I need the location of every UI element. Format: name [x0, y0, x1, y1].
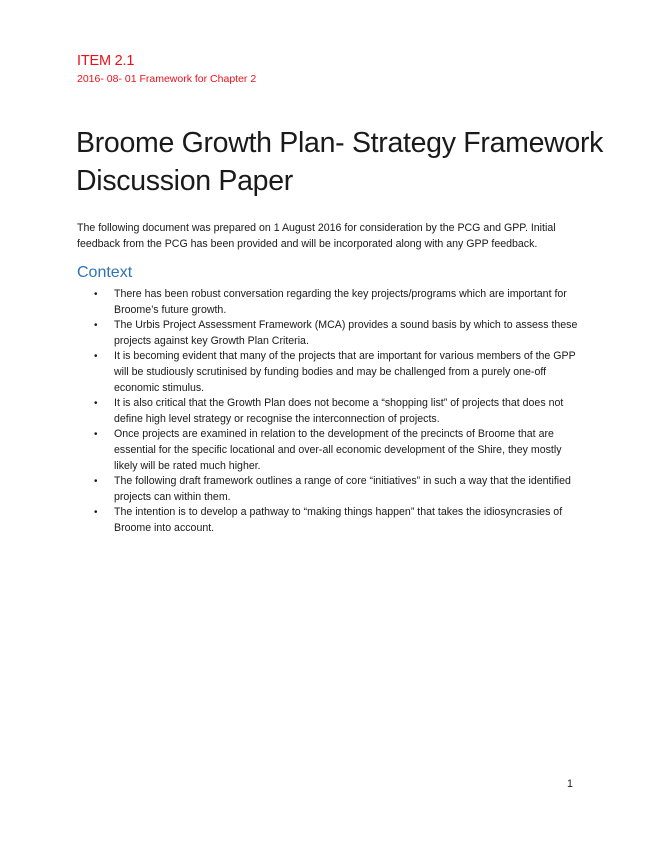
list-item-text: The following draft framework outlines a range of core “initiatives” in such a way that the identified projects can within them.: [114, 475, 571, 503]
bullet-icon: •: [94, 289, 98, 300]
list-item: [77, 287, 582, 318]
bullet-icon: •: [94, 476, 98, 488]
list-item: [77, 396, 582, 427]
document-title-line-2: Discussion Paper: [76, 165, 293, 197]
list-item-text: The intention is to develop a pathway to “making things happen” that takes the idiosyncrasies of Broome into account.: [114, 506, 563, 534]
bullet-icon: •: [94, 351, 98, 363]
page-number: 1: [567, 778, 573, 790]
list-item: [77, 505, 582, 536]
context-bullet-list: [77, 287, 582, 537]
bullet-icon: •: [94, 398, 98, 410]
document-title: [76, 124, 616, 200]
item-subtitle: 2016- 08- 01 Framework for Chapter 2: [77, 73, 257, 85]
list-item-text: There has been robust conversation regarding the key projects/programs which are important for Broome’s future growth.: [114, 288, 567, 316]
bullet-icon: •: [94, 507, 98, 519]
list-item-text: It is becoming evident that many of the projects that are important for various members of the GPP will be studiously scrutinised by funding bodies and may be challenged from a purely one-off economic stimulus.: [114, 350, 576, 394]
bullet-icon: •: [94, 320, 98, 332]
intro-paragraph: The following document was prepared on 1 August 2016 for consideration by the PCG and GPP. Initial feedback from the PCG has been provided and will be incorporated along with any GPP feedback.: [77, 222, 556, 250]
item-label: ITEM 2.1: [77, 53, 135, 69]
section-heading-context: Context: [77, 264, 133, 281]
list-item: [77, 474, 582, 505]
list-item: [77, 349, 582, 396]
bullet-icon: •: [94, 429, 98, 441]
list-item-text: The Urbis Project Assessment Framework (MCA) provides a sound basis by which to assess these projects against key Growth Plan Criteria.: [114, 319, 578, 347]
list-item-text: Once projects are examined in relation to the development of the precincts of Broome that are essential for the specific locational and over-all economic development of the Shire, they mostly likely will be rated much higher.: [114, 428, 562, 472]
list-item: [77, 318, 582, 349]
list-item: [77, 427, 582, 474]
document-title-line-1: Broome Growth Plan- Strategy Framework: [76, 127, 604, 159]
list-item-text: It is also critical that the Growth Plan does not become a “shopping list” of projects that does not define high level strategy or recognise the interconnection of projects.: [114, 397, 564, 425]
